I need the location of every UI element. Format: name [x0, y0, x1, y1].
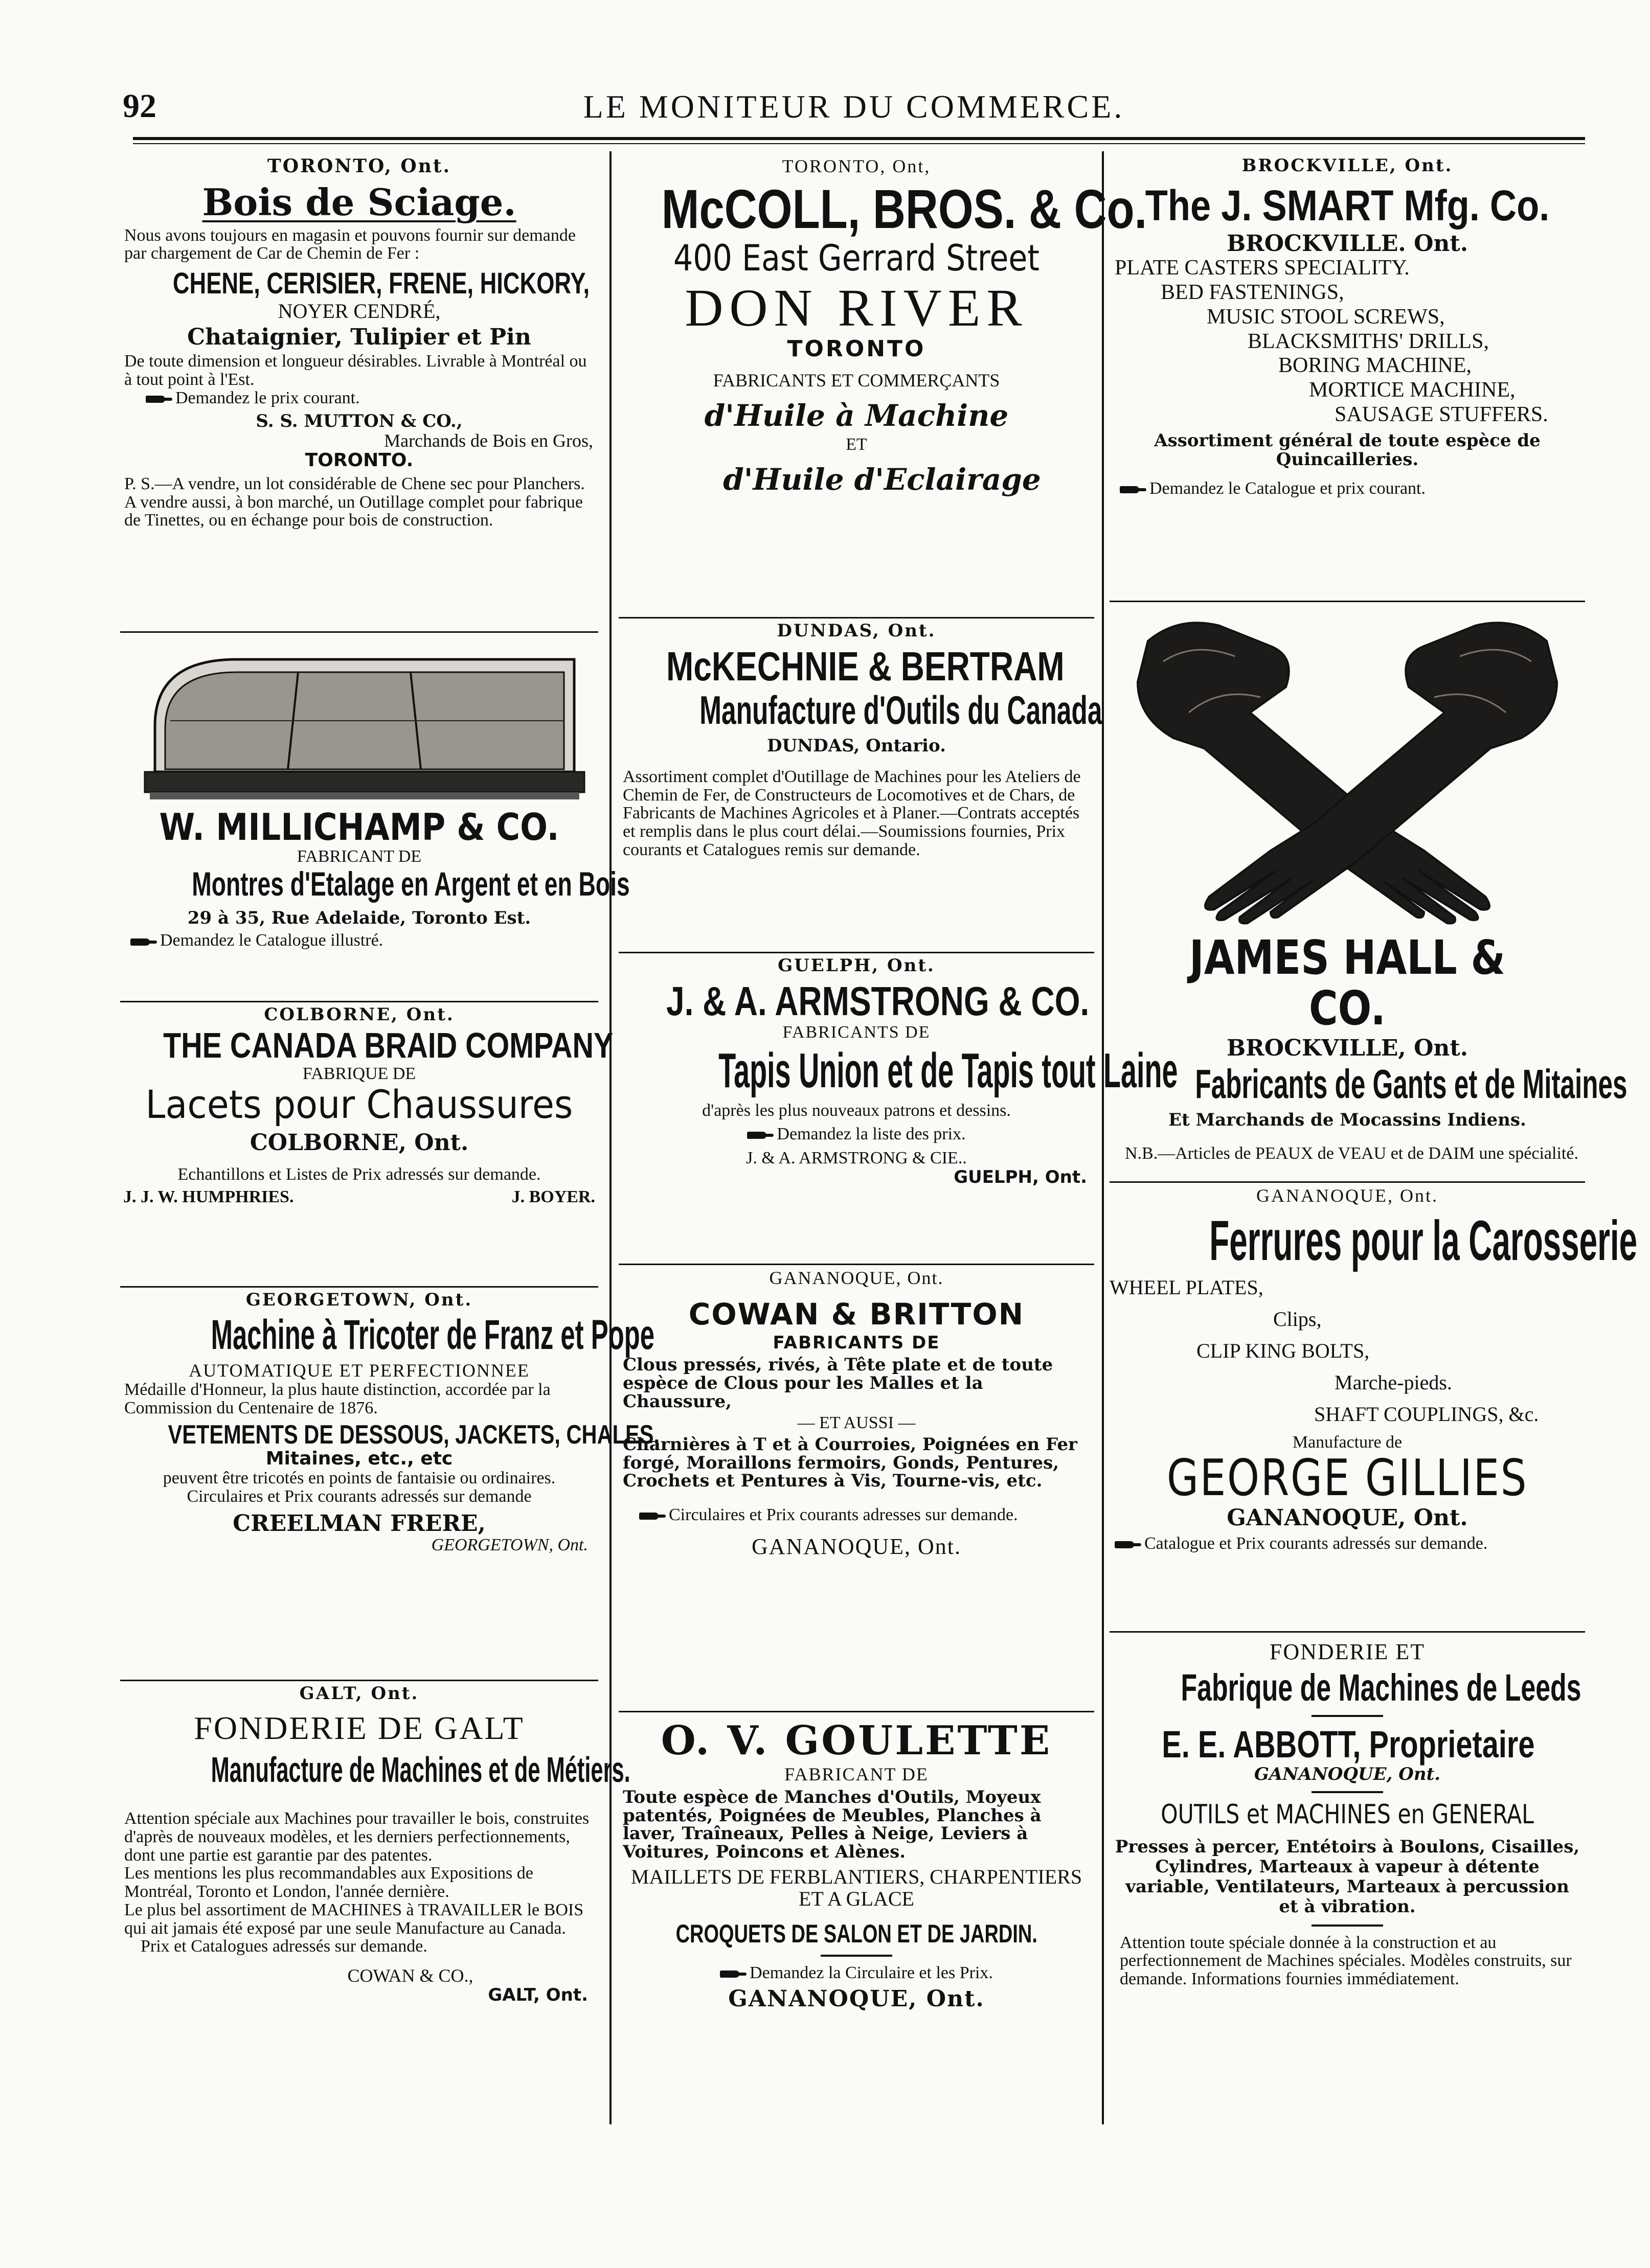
- catalogue-request: Demandez le Catalogue illustré.: [120, 931, 598, 950]
- ad-subtitle: AUTOMATIQUE ET PERFECTIONNEE: [189, 1360, 530, 1381]
- ad-conjunction: ET: [846, 435, 867, 454]
- ad-title: FONDERIE DE GALT: [194, 1709, 525, 1746]
- ad-location: COLBORNE, Ont.: [264, 1004, 455, 1025]
- separator-dash: [1312, 1925, 1383, 1927]
- product-item: CLIP KING BOLTS,: [1196, 1339, 1370, 1362]
- ad-location: TORONTO, Ont,: [782, 156, 931, 176]
- price-request: Demandez la Circulaire et les Prix.: [619, 1964, 1094, 1983]
- firm-city: BROCKVILLE, Ont.: [1226, 1035, 1468, 1061]
- firm-city: GANANOQUE, Ont.: [1227, 1505, 1468, 1531]
- ad-product: Manufacture d'Outils du Canada: [699, 688, 1102, 733]
- ad-title: Ferrures pour la Carosserie: [1209, 1209, 1638, 1272]
- product-item: WHEEL PLATES,: [1110, 1275, 1263, 1299]
- separator-dash: [1312, 1791, 1383, 1793]
- ad-product: Tapis Union et de Tapis tout Laine: [718, 1043, 1178, 1098]
- firm-name: J. & A. ARMSTRONG & CO.: [666, 978, 1090, 1024]
- catalogue-request: Catalogue et Prix courants adressés sur demande.: [1110, 1534, 1585, 1553]
- firm-name: McCOLL, BROS. & Co.: [661, 177, 1147, 240]
- ad-location: BROCKVILLE, Ont.: [1241, 155, 1453, 176]
- firm-trade: Marchands de Bois en Gros,: [384, 430, 593, 451]
- firm-city: GEORGETOWN, Ont.: [431, 1535, 588, 1554]
- firm-name: COWAN & CO.,: [347, 1965, 473, 1986]
- ad-product: Lacets pour Chaussures: [145, 1082, 573, 1128]
- ad-body: Charnières à T et à Courroies, Poignées en Fer forgé, Moraillons fermoirs, Gonds, Pentures, Crochets et Pentures à Vis, Tourne-vis, etc.: [623, 1434, 1077, 1492]
- firm-city: GALT, Ont.: [488, 1984, 588, 2005]
- column-1: [120, 153, 660, 2126]
- ad-creelman: [120, 1288, 660, 1681]
- header-rule: [133, 137, 1585, 144]
- firm-city: GUELPH, Ont.: [954, 1166, 1087, 1187]
- ad-body: Assortiment complet d'Outillage de Machines pour les Ateliers de Chemin de Fer, de Constructeurs de Locomotives et de Chars, de Fabricants de Machines Agricoles et à Planer.—Contrats acceptés et remplis dans le plus court délai.—Soumissions fournies, Prix courants et Catalogues remis sur demande.: [623, 767, 1081, 859]
- ad-location: TORONTO, Ont.: [267, 155, 451, 177]
- ad-product: Montres d'Etalage en Argent et en Bois: [192, 865, 630, 903]
- product-item: BORING MACHINE,: [1278, 354, 1472, 378]
- ad-product-list: CHENE, CERISIER, FRENE, HICKORY,: [172, 267, 590, 300]
- ad-postscript: P. S.—A vendre, un lot considérable de Chene sec pour Planchers.: [124, 474, 585, 493]
- ad-subtitle: FABRICANT DE: [297, 846, 422, 866]
- ad-location: GALT, Ont.: [299, 1683, 419, 1704]
- ad-location: GANANOQUE, Ont.: [769, 1268, 944, 1288]
- price-request: Circulaires et Prix courants adresses sur demande.: [619, 1506, 1094, 1524]
- ad-product: CROQUETS DE SALON ET DE JARDIN.: [675, 1919, 1037, 1949]
- column-rule: [609, 151, 612, 2124]
- ad-subtitle: Manufacture de Machines et de Métiers.: [211, 1749, 630, 1790]
- product-list: [1110, 1272, 1585, 1430]
- ad-conjunction: — ET AUSSI —: [797, 1413, 916, 1433]
- ad-body: Attention toute spéciale donnée à la construction et au perfectionnement de Machines spéciales. Modèles construits, sur demande. Informations fournies immédiatement.: [1120, 1933, 1572, 1988]
- ad-product: d'Huile à Machine: [704, 398, 1009, 433]
- firm-name: O. V. GOULETTE: [661, 1717, 1052, 1764]
- ad-signatures: [120, 1188, 598, 1207]
- product-item: SAUSAGE STUFFERS.: [1335, 403, 1548, 427]
- pointing-hand-icon: [146, 394, 172, 405]
- column-rule: [1102, 151, 1104, 2124]
- firm-city: GANANOQUE, Ont.: [751, 1533, 962, 1559]
- ad-subtitle: FABRIQUE DE: [302, 1064, 416, 1084]
- firm-city: TORONTO.: [305, 449, 414, 471]
- ad-body: Attention spéciale aux Machines pour travailler le bois, construites d'après de nouveaux modèles, et les derniers perfectionnements, dont une partie est garantie par des patentes.: [124, 1809, 590, 1865]
- page-number: 92: [123, 87, 156, 125]
- ad-product: NOYER CENDRÉ,: [278, 299, 441, 323]
- ad-millichamp: [120, 633, 630, 1002]
- ad-body: Médaille d'Honneur, la plus haute distinction, accordée par la Commission du Centenaire de 1876.: [124, 1380, 551, 1417]
- page-header: [123, 82, 1585, 138]
- signatory: J. J. W. HUMPHRIES.: [123, 1187, 294, 1207]
- ad-mutton: [120, 153, 598, 633]
- ad-subtitle: FABRICANTS ET COMMERÇANTS: [713, 370, 1000, 391]
- ad-body: Echantillons et Listes de Prix adressés sur demande.: [177, 1164, 541, 1184]
- ad-location: DUNDAS, Ont.: [777, 621, 936, 641]
- product-item: MORTICE MACHINE,: [1309, 378, 1516, 402]
- separator-dash: [1312, 1715, 1383, 1717]
- product-item: SHAFT COUPLINGS, &c.: [1314, 1402, 1539, 1426]
- pointing-hand-icon: [130, 936, 157, 948]
- ad-body: Nous avons toujours en magasin et pouvons fournir sur demande par chargement de Car de Chemin de Fer :: [124, 225, 576, 263]
- ad-gillies: [1110, 1183, 1638, 1633]
- firm-name: The J. SMART Mfg. Co.: [1145, 181, 1550, 230]
- pointing-hand-icon: [639, 1510, 666, 1522]
- ad-subtitle: FABRICANTS DE: [782, 1023, 931, 1042]
- firm-name: McKECHNIE & BERTRAM: [666, 643, 1065, 689]
- firm-name: S. S. MUTTON & CO.,: [256, 411, 463, 432]
- ad-canada-braid: [120, 1002, 614, 1288]
- ad-body: Presses à percer, Entétoirs à Boulons, Cisailles, Cylindres, Marteaux à vapeur à détente variable, Ventilateurs, Marteaux à percussion et à vibration.: [1115, 1837, 1580, 1917]
- ad-product: d'Huile d'Eclairage: [723, 462, 1041, 497]
- catalogue-request: Demandez le Catalogue et prix courant.: [1110, 479, 1585, 498]
- product-item: PLATE CASTERS SPECIALITY.: [1115, 256, 1410, 280]
- ad-body: Prix et Catalogues adressés sur demande.: [141, 1937, 427, 1956]
- firm-city: GANANOQUE, Ont.: [1254, 1764, 1441, 1785]
- ad-mccoll: [619, 153, 1147, 618]
- ad-cowan-galt: [120, 1681, 630, 2011]
- firm-city: GANANOQUE, Ont.: [728, 1985, 985, 2012]
- ad-body: De toute dimension et longueur désirables. Livrable à Montréal ou à tout point à l'Est.: [124, 352, 587, 390]
- firm-city: DUNDAS, Ontario.: [767, 736, 946, 757]
- gloves-illustration: [1117, 610, 1577, 927]
- ad-armstrong: [619, 953, 1178, 1265]
- firm-name: GEORGE GILLIES: [1166, 1449, 1528, 1508]
- ad-title: Fabrique de Machines de Leeds: [1181, 1666, 1581, 1709]
- firm-name: E. E. ABBOTT, Proprietaire: [1162, 1723, 1535, 1766]
- ad-product: Chataignier, Tulipier et Pin: [187, 324, 531, 350]
- product-list: [1110, 256, 1585, 427]
- pointing-hand-icon: [1120, 484, 1146, 495]
- ad-subtitle: Manufacture de: [1292, 1432, 1403, 1452]
- ad-location: GEORGETOWN, Ont.: [245, 1290, 473, 1310]
- display-case-illustration: [134, 644, 584, 803]
- product-item: BED FASTENINGS,: [1161, 280, 1344, 304]
- firm-address: 400 East Gerrard Street: [673, 237, 1040, 279]
- ad-subtitle: DON RIVER: [685, 279, 1028, 338]
- ad-location: GANANOQUE, Ont.: [1256, 1185, 1438, 1206]
- ad-product-list: VETEMENTS DE DESSOUS, JACKETS, CHALES,: [168, 1419, 660, 1450]
- product-item: Marche-pieds.: [1335, 1370, 1452, 1394]
- firm-city: BROCKVILLE. Ont.: [1226, 231, 1468, 257]
- firm-address: 29 à 35, Rue Adelaide, Toronto Est.: [187, 907, 531, 928]
- firm-name: JAMES HALL & CO.: [1189, 930, 1506, 1036]
- ad-subtitle: Et Marchands de Mocassins Indiens.: [1168, 1109, 1526, 1130]
- firm-name: CREELMAN FRERE,: [233, 1510, 486, 1537]
- ad-subtitle: FABRICANT DE: [784, 1764, 929, 1785]
- ad-body: peuvent être tricotés en points de fantaisie ou ordinaires.: [163, 1468, 556, 1487]
- pointing-hand-icon: [1115, 1539, 1141, 1550]
- ad-body: Clous pressés, rivés, à Tête plate et de toute espèce de Clous pour les Malles et la Chaussure,: [623, 1355, 1053, 1412]
- ad-body: Circulaires et Prix courants adressés sur demande: [187, 1487, 532, 1506]
- column-2: [619, 153, 1178, 2126]
- ad-mckechnie: [619, 618, 1102, 953]
- price-request: Demandez la liste des prix.: [619, 1125, 1094, 1144]
- ad-subtitle: FABRICANTS DE: [773, 1332, 940, 1353]
- ad-smart: [1110, 153, 1585, 602]
- masthead: LE MONITEUR DU COMMERCE.: [583, 88, 1125, 125]
- ad-james-hall: [1110, 602, 1628, 1183]
- ad-title: Machine à Tricoter de Franz et Pope: [211, 1311, 654, 1358]
- firm-name: W. MILLICHAMP & CO.: [159, 806, 559, 849]
- firm-city: TORONTO: [787, 336, 926, 362]
- ad-title: Bois de Sciage.: [202, 180, 516, 224]
- ad-cowan-britton: [619, 1265, 1094, 1712]
- product-item: Clips,: [1273, 1307, 1322, 1331]
- product-item: BLACKSMITHS' DRILLS,: [1248, 329, 1489, 353]
- column-3: [1110, 153, 1638, 2126]
- ad-product: MAILLETS DE FERBLANTIERS, CHARPENTIERS ET A GLACE: [630, 1865, 1082, 1911]
- ad-body: Le plus bel assortiment de MACHINES à TRAVAILLER le BOIS qui ait jamais été exposé par une seule Manufacture au Canada.: [124, 1900, 584, 1938]
- ad-body: Les mentions les plus recommandables aux Expositions de Montréal, Toronto et London, l'année dernière.: [124, 1864, 533, 1902]
- ad-title: FONDERIE ET: [1269, 1639, 1426, 1664]
- ad-subtitle: OUTILS et MACHINES en GENERAL: [1161, 1799, 1534, 1830]
- firm-name: COWAN & BRITTON: [688, 1296, 1025, 1332]
- ad-abbott: [1110, 1633, 1585, 1995]
- firm-name: THE CANADA BRAID COMPANY: [163, 1025, 614, 1065]
- ad-product: Mitaines, etc., etc: [265, 1448, 453, 1469]
- ad-location: GUELPH, Ont.: [778, 955, 935, 976]
- signatory: J. BOYER.: [511, 1187, 595, 1207]
- firm-city: COLBORNE, Ont.: [250, 1130, 469, 1156]
- ad-goulette: [619, 1712, 1094, 2017]
- pointing-hand-icon: [720, 1968, 747, 1980]
- ad-body: Assortiment général de toute espèce de Quincailleries.: [1154, 430, 1541, 470]
- product-item: MUSIC STOOL SCREWS,: [1207, 305, 1445, 329]
- ad-postscript: A vendre aussi, à bon marché, un Outillage complet pour fabrique de Tinettes, ou en échange pour bois de construction.: [124, 492, 583, 530]
- ad-product: Fabricants de Gants et de Mitaines: [1195, 1061, 1628, 1107]
- ad-body: N.B.—Articles de PEAUX de VEAU et de DAIM une spécialité.: [1125, 1144, 1578, 1163]
- ad-signature: J. & A. ARMSTRONG & CIE..: [746, 1148, 967, 1167]
- separator-dash: [821, 1955, 892, 1957]
- ad-body: d'après les plus nouveaux patrons et dessins.: [702, 1101, 1011, 1120]
- price-request: Demandez le prix courant.: [120, 389, 598, 407]
- pointing-hand-icon: [747, 1130, 774, 1141]
- ad-body: Toute espèce de Manches d'Outils, Moyeux patentés, Poignées de Meubles, Planches à laver, Traîneaux, Pelles à Neige, Leviers à Voitures, Poincons et Alènes.: [623, 1787, 1042, 1863]
